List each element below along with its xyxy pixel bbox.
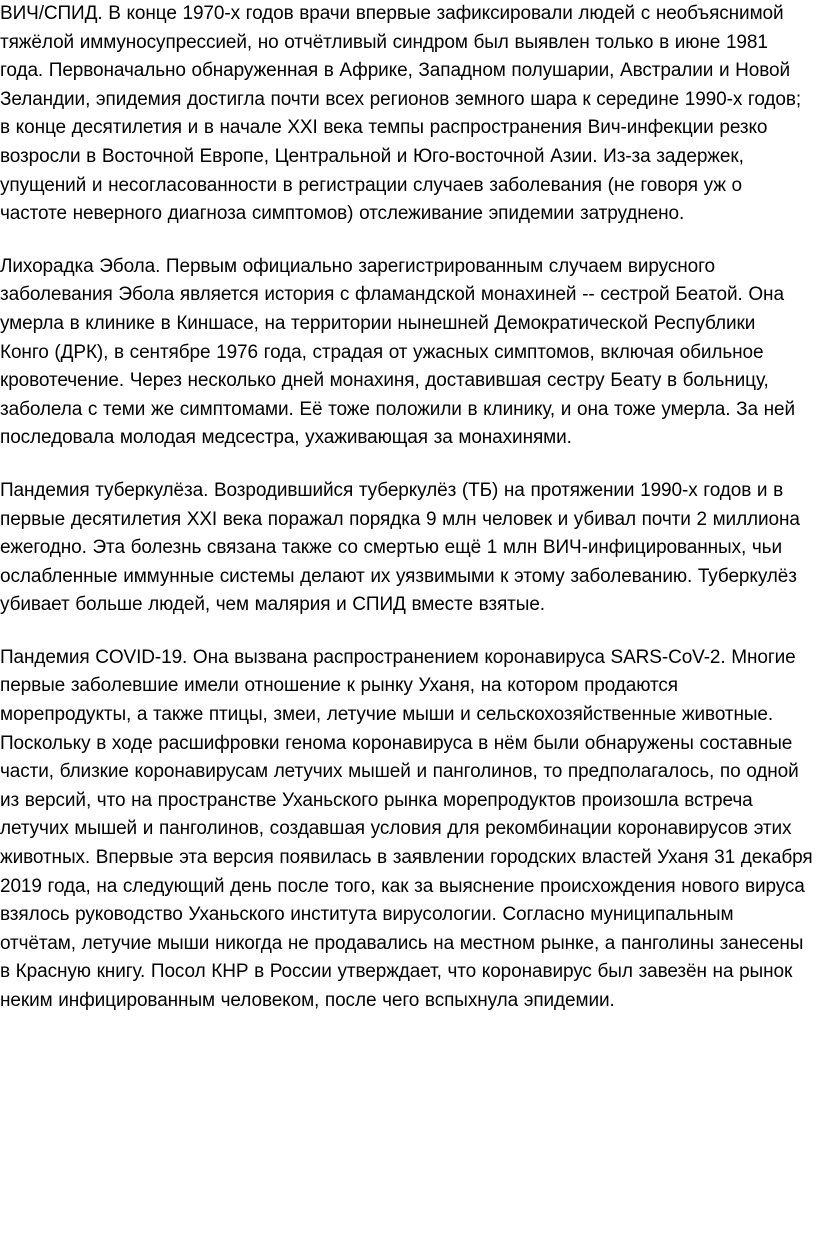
paragraph-tuberculosis: Пандемия туберкулёза. Возродившийся туберкулёз (ТБ) на протяжении 1990-х годов и в первые десятилетия XXI века поражал порядка 9 млн человек и убивал почти 2 миллиона ежегодно. Эта болезнь связана также со смертью ещё 1 млн ВИЧ-инфицированных, чьи ослабленные иммунные системы делают их уязвимыми к этому заболеванию. Туберкулёз убивает больше людей, чем малярия и СПИД вместе взятые. — [0, 479, 800, 616]
paragraph-ebola: Лихорадка Эбола. Первым официально зарегистрированным случаем вирусного заболевания Эбола является история с фламандской монахиней -- сестрой Беатой. Она умерла в клинике в Киншасе, на территории нынешней Демократической Республики Конго (ДРК), в сентябре 1976 года, страдая от ужасных симптомов, включая обильное кровотечение. Через несколько дней монахиня, доставившая сестру Беату в больницу, заболела с теми же симптомами. Её тоже положили в клинику, и она тоже умерла. За ней последовала молодая медсестра, ухаживающая за монахинями. — [0, 255, 796, 449]
paragraph-covid-19: Пандемия COVID-19. Она вызвана распространением коронавируса SARS-CoV-2. Многие первые заболевшие имели отношение к рынку Уханя, на котором продаются морепродукты, а также птицы, змеи, летучие мыши и сельскохозяйственные животные. Поскольку в ходе расшифровки генома коронавируса в нём были обнаружены составные части, близкие коронавирусам летучих мышей и панголинов, то предполагалось, по одной из версий, что на пространстве Уханьского рынка морепродуктов произошла встреча летучих мышей и панголинов, создавшая условия для рекомбинации коронавирусов этих животных. Впервые эта версия появилась в заявлении городских властей Уханя 31 декабря 2019 года, на следующий день после того, как за выяснение происхождения нового вируса взялось руководство Уханьского института вирусологии. Согласно муниципальным отчётам, летучие мыши никогда не продавались на местном рынке, а панголины занесены в Красную книгу. Посол КНР в России утверждает, что коронавирус был завезён на рынок неким инфицированным человеком, после чего вспыхнула эпидемии. — [0, 646, 813, 1011]
paragraph-hiv-aids: ВИЧ/СПИД. В конце 1970-х годов врачи впервые зафиксировали людей с необъяснимой тяжёлой иммуносупрессией, но отчётливый синдром был выявлен только в июне 1981 года. Первоначально обнаруженная в Африке, Западном полушарии, Австралии и Новой Зеландии, эпидемия достигла почти всех регионов земного шара к середине 1990-х годов; в конце десятилетия и в начале XXI века темпы распространения Вич-инфекции резко возросли в Восточной Европе, Центральной и Юго-восточной Азии. Из-за задержек, упущений и несогласованности в регистрации случаев заболевания (не говоря уж о частоте неверного диагноза симптомов) отслеживание эпидемии затруднено. — [0, 3, 801, 225]
